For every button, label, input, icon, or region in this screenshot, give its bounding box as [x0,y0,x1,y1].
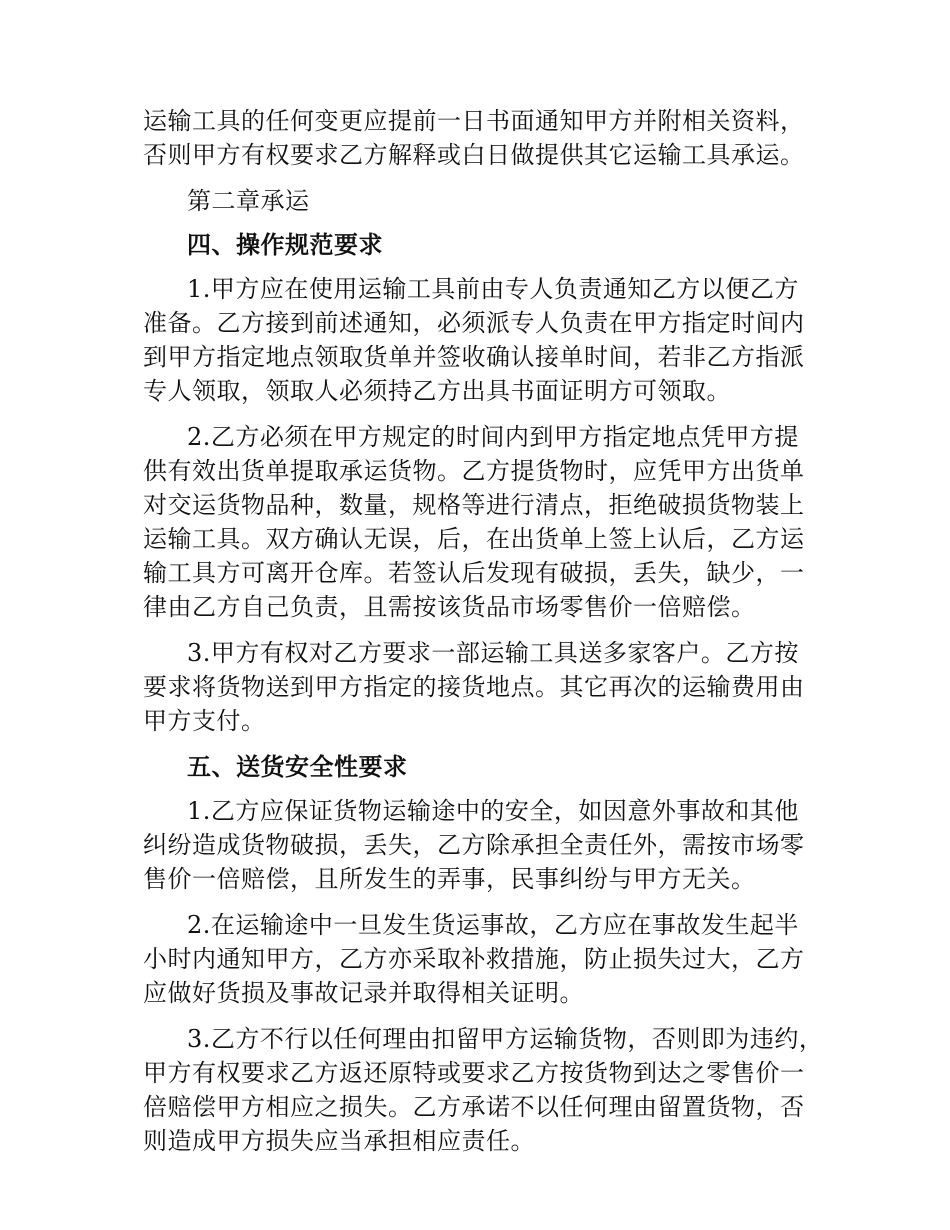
text-line: 输工具方可离开仓库。若签认后发现有破损，丢失，缺少，一 [143,559,805,587]
text-line: 甲方有权要求乙方返还原特或要求乙方按货物到达之零售价一 [143,1059,805,1087]
text-line: 运输工具的任何变更应提前一日书面通知甲方并附相关资料， [143,107,805,135]
text-line: 甲方支付。 [143,707,266,735]
section-heading-5: 五、送货安全性要求 [187,752,408,781]
text-line: 供有效出货单提取承运货物。乙方提货物时，应凭甲方出货单 [143,457,805,485]
clause-5-1 [143,794,813,896]
text-line: 要求将货物送到甲方指定的接货地点。其它再次的运输费用由 [143,673,805,701]
text-line: 1.乙方应保证货物运输途中的安全，如因意外事故和其他 [187,797,799,825]
text-line: 1.甲方应在使用运输工具前由专人负责通知乙方以便乙方 [187,275,799,303]
text-line: 运输工具。双方确认无误，后，在出货单上签上认后，乙方运 [143,525,805,553]
text-line: 否则甲方有权要求乙方解释或白日做提供其它运输工具承运。 [143,141,805,169]
text-line: 售价一倍赔偿，且所发生的弄事，民事纠纷与甲方无关。 [143,865,756,893]
text-line: 准备。乙方接到前述通知，必须派专人负责在甲方指定时间内 [143,309,805,337]
text-line: 对交运货物品种，数量，规格等进行清点，拒绝破损货物装上 [143,491,805,519]
text-line: 纠纷造成货物破损，丢失，乙方除承担全责任外，需按市场零 [143,831,805,859]
text-line: 2.在运输途中一旦发生货运事故，乙方应在事故发生起半 [187,911,799,939]
intro-paragraph [143,104,813,172]
text-line: 2.乙方必须在甲方规定的时间内到甲方指定地点凭甲方提 [187,423,799,451]
text-line: 小时内通知甲方，乙方亦采取补救措施，防止损失过大，乙方 [143,945,805,973]
text-line: 3.甲方有权对乙方要求一部运输工具送多家客户。乙方按 [187,639,799,667]
clause-4-2 [143,420,813,624]
clause-4-1 [143,272,813,408]
text-line: 专人领取，领取人必须持乙方出具书面证明方可领取。 [143,377,731,405]
chapter-title: 第二章承运 [187,187,310,215]
document-page [143,104,824,1170]
text-line: 律由乙方自己负责，且需按该货品市场零售价一倍赔偿。 [143,593,756,621]
section-heading-4: 四、操作规范要求 [187,230,383,259]
text-line: 则造成甲方损失应当承担相应责任。 [143,1127,535,1155]
text-line: 到甲方指定地点领取货单并签收确认接单时间，若非乙方指派 [143,343,805,371]
text-line: 3.乙方不行以任何理由扣留甲方运输货物，否则即为违约， [187,1025,824,1053]
text-line: 应做好货损及事故记录并取得相关证明。 [143,979,584,1007]
clause-4-3 [143,636,813,738]
clause-5-2 [143,908,813,1010]
text-line: 倍赔偿甲方相应之损失。乙方承诺不以任何理由留置货物，否 [143,1093,805,1121]
clause-5-3 [143,1022,824,1158]
